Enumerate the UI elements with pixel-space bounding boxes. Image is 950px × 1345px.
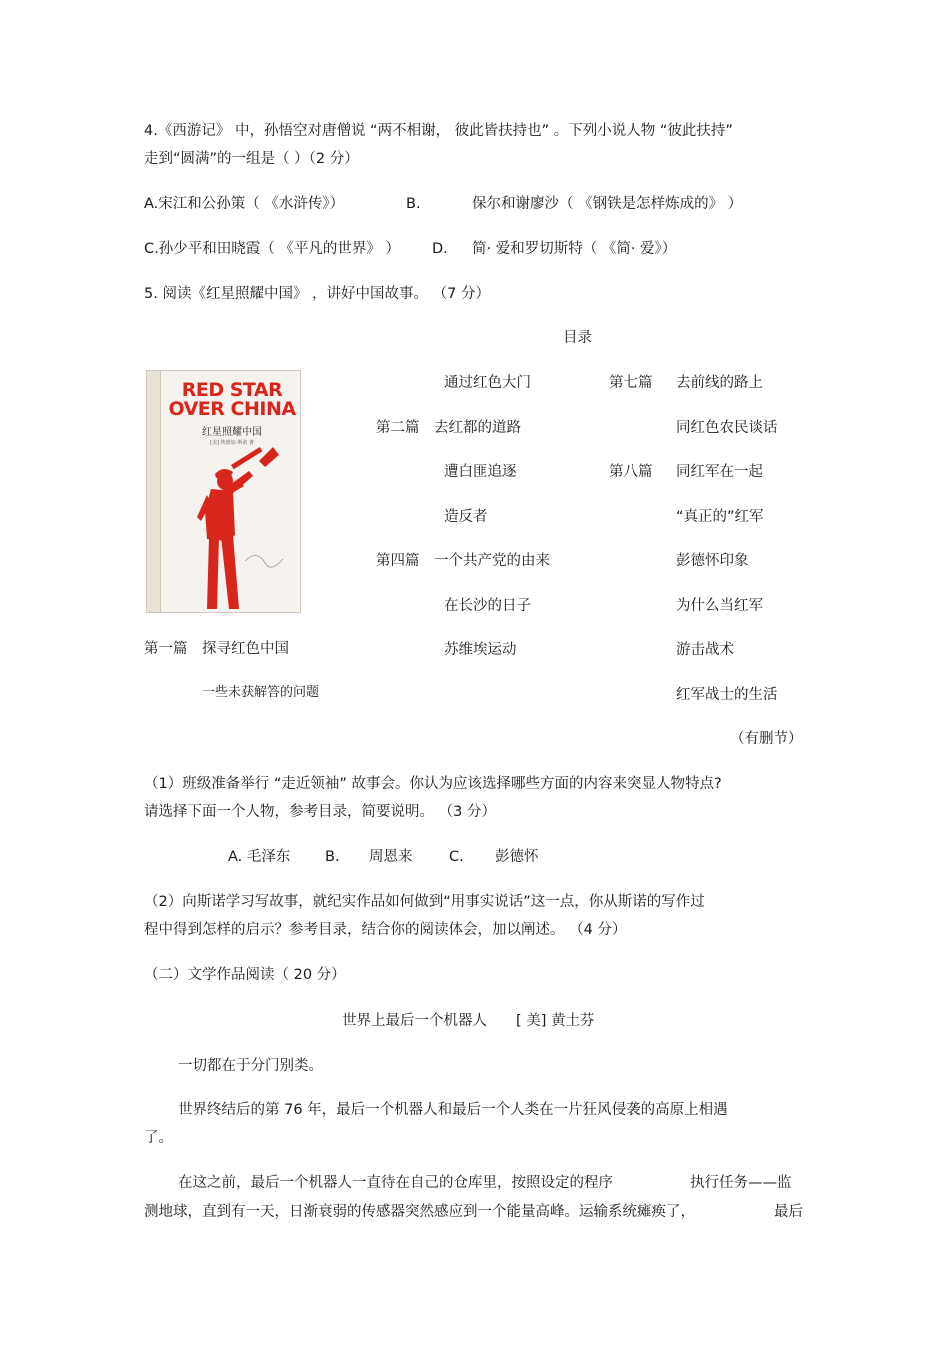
toc-item-peasants: 同红色农民谈话: [676, 420, 778, 436]
cover-title-line1: RED STAR: [181, 379, 283, 401]
toc-item-changsha: 在长沙的日子: [444, 598, 531, 614]
trumpeter-silhouette-icon: [161, 441, 301, 613]
q4-option-d-letter: D.: [432, 241, 448, 257]
article-para3-line1b: 执行任务——监: [690, 1175, 792, 1191]
toc-part7-label: 第七篇: [609, 375, 653, 391]
q4-option-a: A.宋江和公孙策（ 《水浒传》）: [144, 196, 345, 212]
toc-part1-label: 第一篇: [144, 641, 188, 657]
signature-mark: [245, 555, 283, 567]
article-para3-line1a: 在这之前，最后一个机器人一直待在自己的仓库里，按照设定的程序: [178, 1175, 613, 1191]
toc-part4-label: 第四篇: [376, 553, 420, 569]
toc-part1-title: 探寻红色中国: [202, 641, 289, 657]
cover-title-line2: OVER CHINA: [168, 398, 296, 420]
q4-option-b-letter: B.: [406, 196, 421, 212]
q5-sub1-option-a: A. 毛泽东: [228, 849, 291, 865]
toc-item-why-join: 为什么当红军: [676, 598, 763, 614]
toc-item-soldier-life: 红军战士的生活: [676, 687, 778, 703]
toc-item-guerrilla: 游击战术: [676, 642, 734, 658]
toc-part1-item: 一些未获解答的问题: [202, 685, 320, 700]
toc-item-real-army: “真正的”红军: [676, 509, 764, 525]
toc-part8-title: 同红军在一起: [676, 464, 763, 480]
q5-intro: 5. 阅读《红星照耀中国》 ，讲好中国故事。 （7 分）: [144, 286, 490, 302]
toc-part4-title: 一个共产党的由来: [434, 553, 550, 569]
cover-author-line: [美] 埃德加·斯诺 著: [210, 440, 254, 446]
toc-part8-label: 第八篇: [609, 464, 653, 480]
q4-option-d: 简· 爱和罗切斯特（ 《简· 爱》）: [472, 241, 677, 257]
q5-sub1-option-c: 彭德怀: [495, 849, 539, 865]
cover-english-title: [165, 381, 299, 419]
q5-sub2-line2: 程中得到怎样的启示？参考目录，结合你的阅读体会，加以阐述。 （4 分）: [144, 922, 627, 938]
article-para2-line1: 世界终结后的第 76 年，最后一个机器人和最后一个人类在一片狂风侵袭的高原上相遇: [178, 1102, 728, 1118]
abridged-note: （有删节）: [730, 731, 803, 747]
toc-part2-label: 第二篇: [376, 420, 420, 436]
q5-sub1-option-c-letter: C.: [449, 849, 464, 865]
q5-sub1-option-b: 周恩来: [369, 849, 413, 865]
section2-heading: （二）文学作品阅读（ 20 分）: [144, 967, 346, 983]
article-para3-line2a: 测地球，直到有一天，日渐衰弱的传感器突然感应到一个能量高峰。运输系统瘫痪了，: [144, 1204, 695, 1220]
q4-line1: 4.《西游记》 中，孙悟空对唐僧说 “两不相谢， 彼此皆扶持也” 。下列小说人物 “彼此扶持”: [144, 123, 733, 139]
article-para2-line2: 了。: [144, 1130, 173, 1146]
toc-item-soviet: 苏维埃运动: [444, 642, 517, 658]
toc-item-red-gate: 通过红色大门: [444, 375, 531, 391]
toc-part2-title: 去红都的道路: [434, 420, 521, 436]
article-para1: 一切都在于分门别类。: [178, 1058, 323, 1074]
article-para3-line2b: 最后: [774, 1204, 803, 1220]
toc-item-chased: 遭白匪追逐: [444, 464, 517, 480]
q5-sub1-option-b-letter: B.: [325, 849, 340, 865]
q5-sub1-line1: （1）班级准备举行 “走近领袖” 故事会。你认为应该选择哪些方面的内容来突显人物特点?: [144, 776, 722, 792]
q4-option-b: 保尔和谢廖沙（ 《钢铁是怎样炼成的》 ）: [472, 196, 743, 212]
cover-chinese-title: 红星照耀中国: [202, 427, 262, 438]
q4-line2: 走到“圆满”的一组是（ ）（2 分）: [144, 151, 359, 167]
book-cover-image: [146, 370, 301, 613]
toc-item-rebel: 造反者: [444, 509, 488, 525]
q5-sub2-line1: （2）向斯诺学习写故事，就纪实作品如何做到“用事实说话”这一点，你从斯诺的写作过: [144, 894, 705, 910]
article-author: [ 美] 黄土芬: [516, 1013, 595, 1029]
toc-part7-title: 去前线的路上: [676, 375, 763, 391]
book-spine: [147, 371, 161, 612]
article-title: 世界上最后一个机器人: [342, 1013, 487, 1029]
toc-item-peng: 彭德怀印象: [676, 553, 749, 569]
q4-option-c: C.孙少平和田晓霞（ 《平凡的世界》 ）: [144, 241, 400, 257]
q5-sub1-line2: 请选择下面一个人物，参考目录，简要说明。 （3 分）: [144, 804, 496, 820]
toc-title: 目录: [563, 330, 592, 346]
